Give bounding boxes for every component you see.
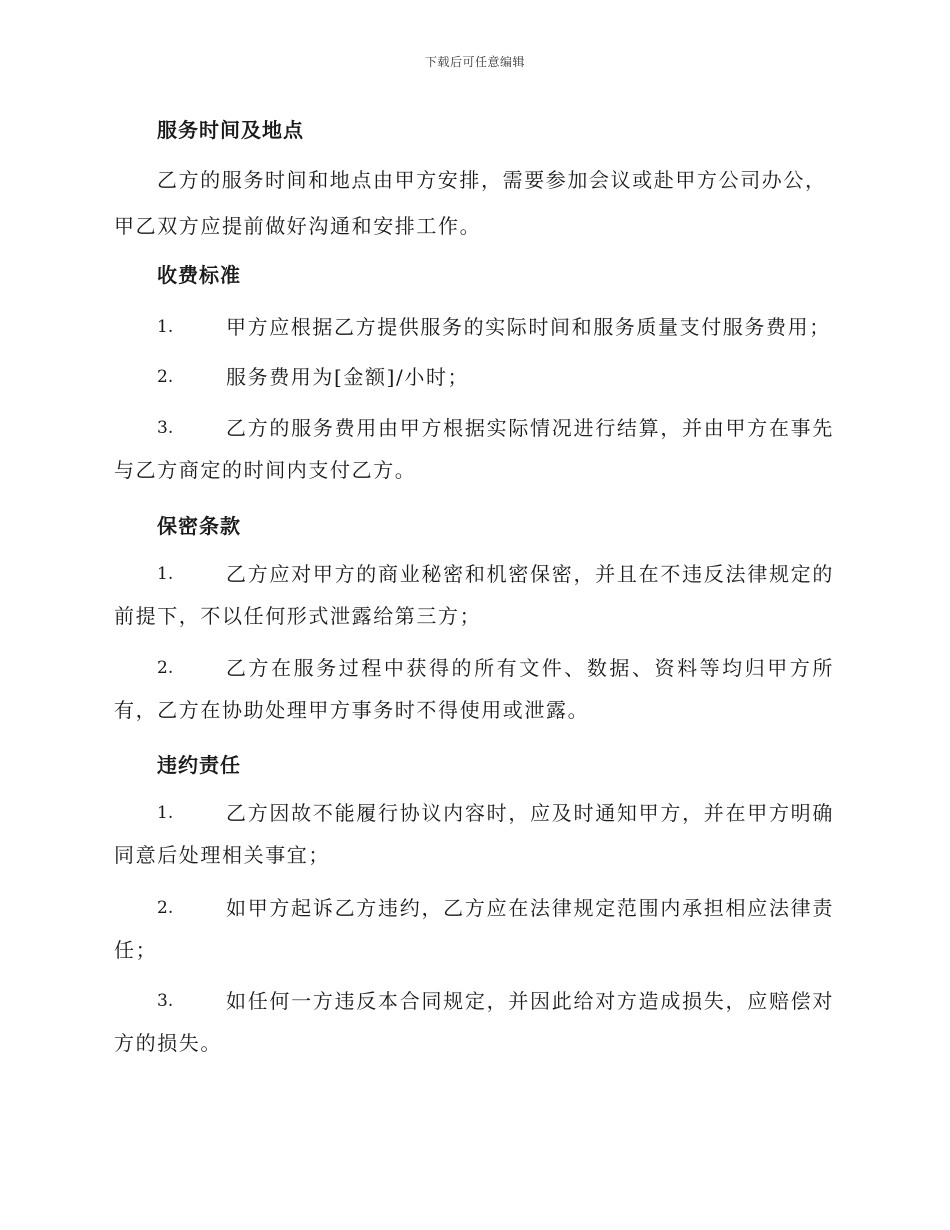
list-item-text: 乙方的服务费用由甲方根据实际情况进行结算，并由甲方在事先与乙方商定的时间内支付乙方。 (114, 416, 834, 482)
list-item-text: 乙方应对甲方的商业秘密和机密保密，并且在不违反法律规定的前提下，不以任何形式泄露给第三方； (114, 562, 834, 628)
list-item (114, 306, 834, 348)
list-item-text: 如任何一方违反本合同规定，并因此给对方造成损失，应赔偿对方的损失。 (114, 989, 834, 1055)
list-item-text: 甲方应根据乙方提供服务的实际时间和服务质量支付服务费用； (226, 315, 831, 339)
list-item (114, 980, 834, 1064)
section-heading-liability: 违约责任 (157, 753, 241, 777)
list-item-number: 2. (157, 898, 174, 918)
list-item-number: 2. (157, 658, 174, 678)
list-item-number: 1. (157, 803, 174, 823)
list-item (114, 553, 834, 637)
list-item-number: 2. (157, 367, 174, 387)
paragraph-text: 乙方的服务时间和地点由甲方安排，需要参加会议或赴甲方公司办公，甲乙双方应提前做好沟通和安排工作。 (114, 168, 827, 238)
section-heading-fees: 收费标准 (157, 263, 241, 287)
list-item-text: 乙方在服务过程中获得的所有文件、数据、资料等均归甲方所有，乙方在协助处理甲方事务时不得使用或泄露。 (114, 656, 834, 722)
section-heading-service-time: 服务时间及地点 (157, 118, 304, 142)
list-item-number: 1. (157, 317, 174, 337)
list-item-text: 乙方因故不能履行协议内容时，应及时通知甲方，并在甲方明确同意后处理相关事宜； (114, 801, 834, 867)
section-paragraph-service-time (114, 157, 834, 249)
page-header-note: 下载后可任意编辑 (424, 55, 525, 69)
list-item-text: 服务费用为[金额]/小时； (226, 365, 470, 389)
list-item-number: 3. (157, 418, 174, 438)
section-heading-confidentiality: 保密条款 (157, 514, 241, 538)
list-item-number: 1. (157, 564, 174, 584)
list-item-text: 如甲方起诉乙方违约，乙方应在法律规定范围内承担相应法律责任； (114, 896, 834, 962)
list-item (114, 887, 834, 971)
list-item (114, 792, 834, 876)
list-item (114, 356, 834, 398)
list-item (114, 407, 834, 491)
list-item (114, 647, 834, 731)
list-item-number: 3. (157, 991, 174, 1011)
